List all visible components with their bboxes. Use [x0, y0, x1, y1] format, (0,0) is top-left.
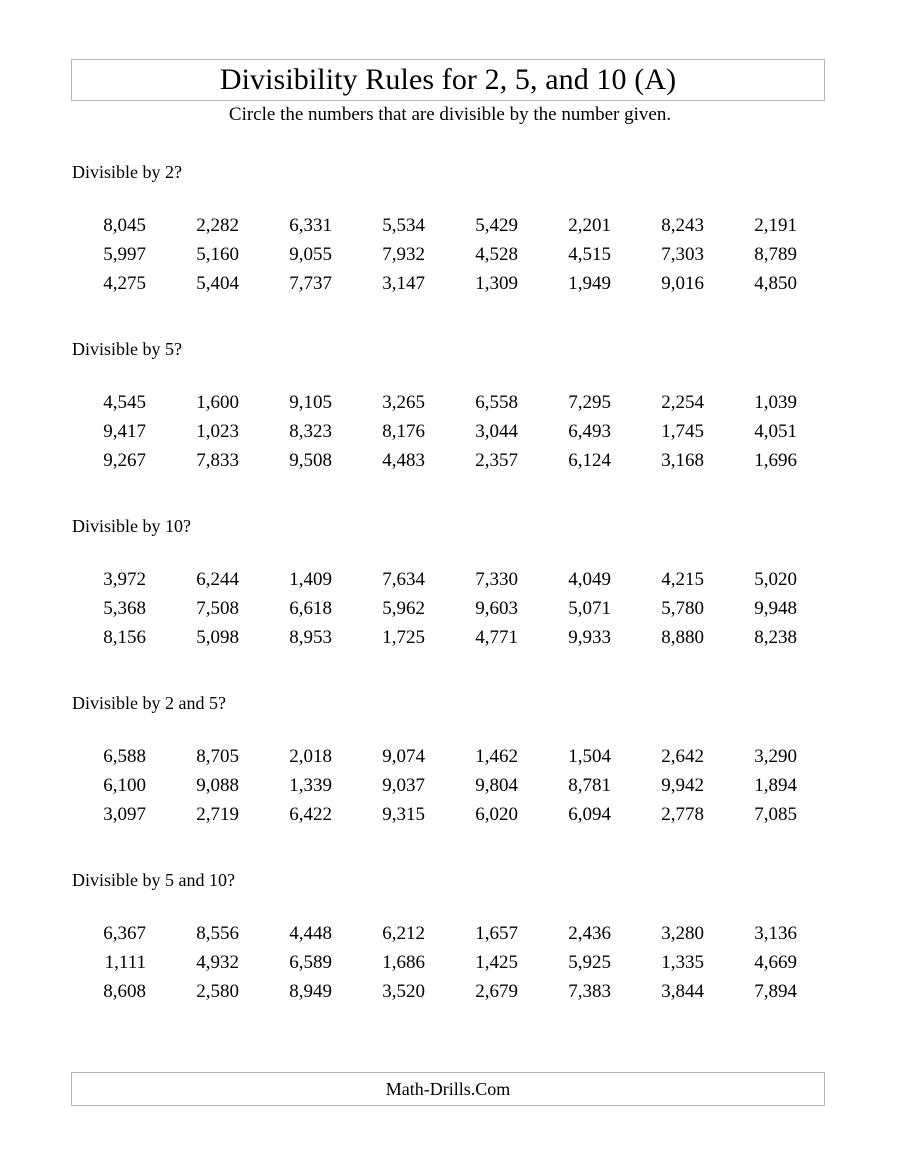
number-cell[interactable]: 8,323 — [289, 421, 332, 442]
number-cell[interactable]: 1,309 — [475, 273, 518, 294]
number-cell[interactable]: 5,534 — [382, 215, 425, 236]
number-cell[interactable]: 4,669 — [754, 952, 797, 973]
number-cell[interactable]: 4,932 — [196, 952, 239, 973]
number-cell[interactable]: 2,282 — [196, 215, 239, 236]
number-row — [0, 977, 900, 1006]
number-row — [0, 211, 900, 240]
number-cell[interactable]: 7,634 — [382, 569, 425, 590]
footer-box — [71, 1072, 825, 1106]
section-heading: Divisible by 2? — [72, 162, 182, 182]
number-cell[interactable]: 7,330 — [475, 569, 518, 590]
page-title: Divisibility Rules for 2, 5, and 10 (A) — [219, 63, 677, 96]
number-row — [0, 800, 900, 829]
number-cell[interactable]: 3,168 — [661, 450, 704, 471]
number-cell[interactable]: 1,462 — [475, 746, 518, 767]
number-cell[interactable]: 3,097 — [103, 804, 146, 825]
number-grid — [0, 211, 900, 298]
number-cell[interactable]: 9,074 — [382, 746, 425, 767]
number-cell[interactable]: 3,280 — [661, 923, 704, 944]
number-cell[interactable]: 2,580 — [196, 981, 239, 1002]
number-cell[interactable]: 1,111 — [104, 952, 146, 973]
number-cell[interactable]: 4,215 — [661, 569, 704, 590]
number-cell[interactable]: 9,105 — [289, 392, 332, 413]
number-row — [0, 269, 900, 298]
number-cell[interactable]: 8,789 — [754, 244, 797, 265]
number-cell[interactable]: 6,212 — [382, 923, 425, 944]
number-cell[interactable]: 3,044 — [475, 421, 518, 442]
number-cell[interactable]: 7,295 — [568, 392, 611, 413]
number-cell[interactable]: 7,303 — [661, 244, 704, 265]
number-cell[interactable]: 2,436 — [568, 923, 611, 944]
number-cell[interactable]: 5,997 — [103, 244, 146, 265]
section-heading: Divisible by 10? — [72, 516, 191, 536]
number-cell[interactable]: 1,657 — [475, 923, 518, 944]
page-subtitle: Circle the numbers that are divisible by the number given. — [228, 104, 672, 125]
number-cell[interactable]: 2,778 — [661, 804, 704, 825]
number-cell[interactable]: 5,925 — [568, 952, 611, 973]
number-cell[interactable]: 9,055 — [289, 244, 332, 265]
number-cell[interactable]: 1,023 — [196, 421, 239, 442]
number-cell[interactable]: 8,705 — [196, 746, 239, 767]
number-cell[interactable]: 1,425 — [475, 952, 518, 973]
number-row — [0, 446, 900, 475]
number-cell[interactable]: 4,448 — [289, 923, 332, 944]
number-cell[interactable]: 8,953 — [289, 627, 332, 648]
number-cell[interactable]: 4,275 — [103, 273, 146, 294]
number-cell[interactable]: 2,201 — [568, 215, 611, 236]
number-cell[interactable]: 9,804 — [475, 775, 518, 796]
number-cell[interactable]: 7,894 — [754, 981, 797, 1002]
number-cell[interactable]: 6,094 — [568, 804, 611, 825]
number-cell[interactable]: 1,600 — [196, 392, 239, 413]
number-cell[interactable]: 3,290 — [754, 746, 797, 767]
number-cell[interactable]: 2,642 — [661, 746, 704, 767]
number-row — [0, 948, 900, 977]
number-cell[interactable]: 8,556 — [196, 923, 239, 944]
number-cell[interactable]: 1,696 — [754, 450, 797, 471]
number-cell[interactable]: 4,515 — [568, 244, 611, 265]
number-cell[interactable]: 9,267 — [103, 450, 146, 471]
number-cell[interactable]: 6,020 — [475, 804, 518, 825]
number-cell[interactable]: 6,589 — [289, 952, 332, 973]
number-cell[interactable]: 7,085 — [754, 804, 797, 825]
number-cell[interactable]: 6,244 — [196, 569, 239, 590]
number-cell[interactable]: 7,833 — [196, 450, 239, 471]
number-cell[interactable]: 8,949 — [289, 981, 332, 1002]
number-cell[interactable]: 6,588 — [103, 746, 146, 767]
number-cell[interactable]: 2,254 — [661, 392, 704, 413]
number-row — [0, 240, 900, 269]
title-box — [71, 59, 825, 101]
number-cell[interactable]: 8,880 — [661, 627, 704, 648]
number-cell[interactable]: 8,243 — [661, 215, 704, 236]
number-cell[interactable]: 1,949 — [568, 273, 611, 294]
number-row — [0, 594, 900, 623]
number-grid — [0, 388, 900, 475]
number-cell[interactable]: 7,508 — [196, 598, 239, 619]
number-cell[interactable]: 1,039 — [754, 392, 797, 413]
number-cell[interactable]: 4,545 — [103, 392, 146, 413]
section-heading: Divisible by 2 and 5? — [72, 693, 226, 713]
number-cell[interactable]: 9,508 — [289, 450, 332, 471]
number-cell[interactable]: 7,383 — [568, 981, 611, 1002]
number-cell[interactable]: 9,315 — [382, 804, 425, 825]
number-cell[interactable]: 4,771 — [475, 627, 518, 648]
number-grid — [0, 742, 900, 829]
number-cell[interactable]: 2,719 — [196, 804, 239, 825]
number-cell[interactable]: 1,504 — [568, 746, 611, 767]
number-row — [0, 417, 900, 446]
number-cell[interactable]: 6,493 — [568, 421, 611, 442]
number-cell[interactable]: 9,088 — [196, 775, 239, 796]
number-cell[interactable]: 1,339 — [289, 775, 332, 796]
number-cell[interactable]: 9,417 — [103, 421, 146, 442]
number-cell[interactable]: 6,367 — [103, 923, 146, 944]
number-cell[interactable]: 3,147 — [382, 273, 425, 294]
number-cell[interactable]: 8,156 — [103, 627, 146, 648]
number-row — [0, 919, 900, 948]
number-cell[interactable]: 3,265 — [382, 392, 425, 413]
number-cell[interactable]: 9,016 — [661, 273, 704, 294]
number-cell[interactable]: 8,608 — [103, 981, 146, 1002]
number-cell[interactable]: 1,409 — [289, 569, 332, 590]
number-cell[interactable]: 6,558 — [475, 392, 518, 413]
number-cell[interactable]: 3,136 — [754, 923, 797, 944]
number-cell[interactable]: 9,603 — [475, 598, 518, 619]
number-cell[interactable]: 5,429 — [475, 215, 518, 236]
number-cell[interactable]: 6,100 — [103, 775, 146, 796]
number-cell[interactable]: 5,962 — [382, 598, 425, 619]
number-cell[interactable]: 1,894 — [754, 775, 797, 796]
number-cell[interactable]: 9,942 — [661, 775, 704, 796]
number-cell[interactable]: 7,932 — [382, 244, 425, 265]
number-cell[interactable]: 3,844 — [661, 981, 704, 1002]
number-cell[interactable]: 2,357 — [475, 450, 518, 471]
number-cell[interactable]: 6,331 — [289, 215, 332, 236]
number-row — [0, 388, 900, 417]
number-cell[interactable]: 8,045 — [103, 215, 146, 236]
number-cell[interactable]: 5,780 — [661, 598, 704, 619]
number-cell[interactable]: 4,051 — [754, 421, 797, 442]
number-cell[interactable]: 8,781 — [568, 775, 611, 796]
number-cell[interactable]: 4,049 — [568, 569, 611, 590]
number-cell[interactable]: 6,422 — [289, 804, 332, 825]
number-cell[interactable]: 7,737 — [289, 273, 332, 294]
number-cell[interactable]: 3,520 — [382, 981, 425, 1002]
number-cell[interactable]: 1,725 — [382, 627, 425, 648]
section-heading: Divisible by 5 and 10? — [72, 870, 235, 890]
number-cell[interactable]: 4,850 — [754, 273, 797, 294]
number-cell[interactable]: 5,404 — [196, 273, 239, 294]
number-row — [0, 742, 900, 771]
number-cell[interactable]: 8,176 — [382, 421, 425, 442]
number-cell[interactable]: 8,238 — [754, 627, 797, 648]
number-grid — [0, 919, 900, 1006]
number-row — [0, 771, 900, 800]
footer-attribution: Math-Drills.Com — [385, 1079, 511, 1099]
number-cell[interactable]: 1,686 — [382, 952, 425, 973]
number-row — [0, 565, 900, 594]
number-cell[interactable]: 5,071 — [568, 598, 611, 619]
number-cell[interactable]: 4,483 — [382, 450, 425, 471]
number-cell[interactable]: 9,037 — [382, 775, 425, 796]
number-cell[interactable]: 1,745 — [661, 421, 704, 442]
number-cell[interactable]: 5,020 — [754, 569, 797, 590]
number-cell[interactable]: 6,618 — [289, 598, 332, 619]
section-heading: Divisible by 5? — [72, 339, 182, 359]
number-grid — [0, 565, 900, 652]
number-cell[interactable]: 5,160 — [196, 244, 239, 265]
number-cell[interactable]: 5,098 — [196, 627, 239, 648]
number-cell[interactable]: 5,368 — [103, 598, 146, 619]
number-cell[interactable]: 2,018 — [289, 746, 332, 767]
number-cell[interactable]: 6,124 — [568, 450, 611, 471]
number-cell[interactable]: 1,335 — [661, 952, 704, 973]
number-cell[interactable]: 2,191 — [754, 215, 797, 236]
number-cell[interactable]: 4,528 — [475, 244, 518, 265]
number-cell[interactable]: 2,679 — [475, 981, 518, 1002]
number-cell[interactable]: 9,948 — [754, 598, 797, 619]
number-cell[interactable]: 3,972 — [103, 569, 146, 590]
number-row — [0, 623, 900, 652]
number-cell[interactable]: 9,933 — [568, 627, 611, 648]
